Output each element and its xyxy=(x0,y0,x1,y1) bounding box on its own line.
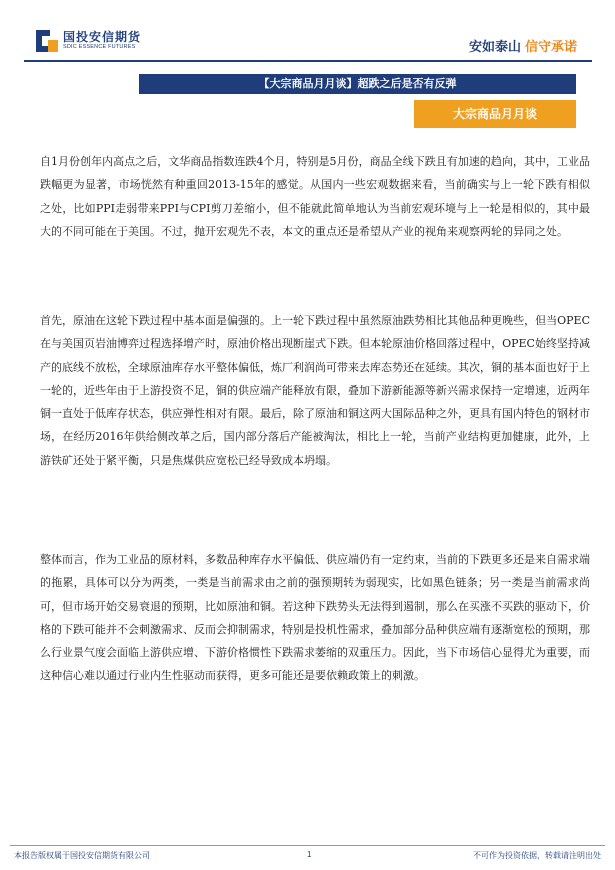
logo-name-cn: 国投安信期货 xyxy=(63,30,142,45)
paragraph-3: 整体而言，作为工业品的原材料，多数品种库存水平偏低、供应端仍有一定约束，当前的下跌更多还是来自需求端的拖累，具体可以分为两类，一类是当前需求由之前的强预期转为弱现实，比如黑色链条；另一类是当前需求尚可，但市场开始交易衰退的预期，比如原油和铜。若这种下跌势头无法得到遏制，那么在买涨不买跌的驱动下，价格的下跌可能并不会刺激需求、反而会抑制需求，特别是投机性需求，叠加部分品种供应端有逐渐宽松的预期，那么行业景气度会面临上游供应增、下游价格惯性下跌需求萎缩的双重压力。因此，当下市场信心显得尤为重要，而这种信心难以通过行业内生性驱动而获得，更多可能还是要依赖政策上的刺激。 xyxy=(40,553,590,683)
header-divider xyxy=(24,60,592,62)
report-title: 【大宗商品月月谈】超跌之后是否有反弹 xyxy=(139,74,576,94)
section-tag: 大宗商品月月谈 xyxy=(414,100,576,128)
logo-mark-icon xyxy=(36,30,58,52)
slogan-part-1: 安如泰山 xyxy=(468,39,521,54)
footer-copyright: 本报告版权属于国投安信期货有限公司 xyxy=(14,851,150,860)
footer-disclaimer: 不可作为投资依据，转载请注明出处 xyxy=(473,851,601,860)
paragraph-2: 首先，原油在这轮下跌过程中基本面是偏强的。上一轮下跌过程中虽然原油跌势相比其他品种更晚些，但当OPEC在与美国页岩油博弈过程选择增产时，原油价格出现断崖式下跌。但本轮原油价格回落过程中，OPEC始终坚持减产的底线不放松，全球原油库存水平整体偏低，炼厂利润尚可带来去库态势还在延续。其次，铜的基本面也好于上一轮的，近些年由于上游投资不足，铜的供应端产能释放有限，叠加下游新能源等新兴需求保持一定增速，近两年铜一直处于低库存状态，供应弹性相对有限。最后，除了原油和铜这两大国际品种之外，更具有国内特色的钢材市场，在经历2016年供给侧改革之后，国内部分落后产能被淘汰，相比上一轮，当前产业结构更加健康，此外，上游铁矿还处于紧平衡，只是焦煤供应宽松已经导致成本坍塌。 xyxy=(40,314,590,467)
logo-name-en: SDIC ESSENCE FUTURES xyxy=(63,44,136,51)
page-number: 1 xyxy=(307,850,312,859)
paragraph-1: 自1月份创年内高点之后，文华商品指数连跌4个月，特别是5月份，商品全线下跌且有加速的趋向，其中，工业品跌幅更为显著，市场恍然有种重回2013-15年的感觉。从国内一些宏观数据来看，当前确实与上一轮下跌有相似之处，比如PPI走弱带来PPI与CPI剪刀差缩小，但不能就此简单地认为当前宏观环境与上一轮是相似的，其中最大的不同可能在于美国。不过，抛开宏观先不表，本文的重点还是希望从产业的视角来观察两轮的异同之处。 xyxy=(40,155,590,238)
header-slogan xyxy=(469,36,577,55)
page-header xyxy=(0,0,615,62)
footer-divider xyxy=(10,845,605,846)
company-logo xyxy=(36,28,141,54)
slogan-part-2: 信守承诺 xyxy=(524,39,577,54)
